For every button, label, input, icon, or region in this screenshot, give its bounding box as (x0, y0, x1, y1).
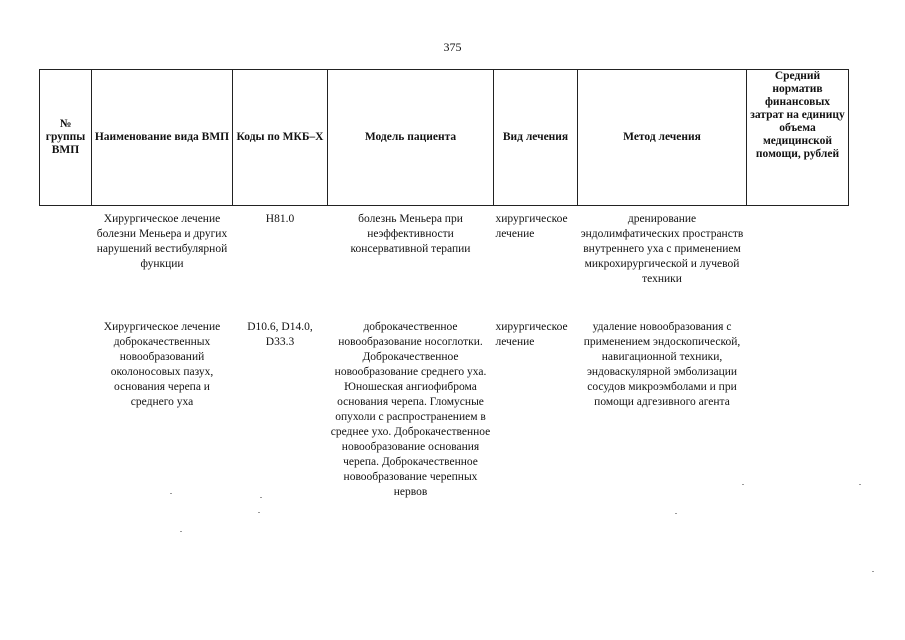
header-method: Метод лечения (578, 70, 747, 206)
cell-name: Хирургическое лечение болезни Меньера и других нарушений вестибулярной функции (96, 213, 228, 270)
scan-speck (180, 531, 182, 532)
cell-norm (747, 206, 849, 321)
cell-method: удаление новообразования с применением эндоскопической, навигационной техники, эндоваскулярной эмболизации сосудов микроэмболами и при помощи адгезивного агента (583, 321, 741, 408)
cell-group (40, 320, 92, 500)
table-row (40, 206, 849, 321)
vmp-table (39, 69, 849, 500)
cell-type: хирургическое лечение (495, 213, 568, 240)
header-type: Вид лечения (494, 70, 578, 206)
table-header-row (40, 70, 849, 206)
page-number: 375 (443, 40, 462, 54)
scan-speck (675, 513, 677, 514)
header-name: Наименование вида ВМП (92, 70, 233, 206)
cell-method: дренирование эндолимфатических пространств внутреннего уха с применением микрохирургической и лучевой техники (580, 213, 744, 285)
header-group: № группы ВМП (40, 70, 92, 206)
cell-codes: D10.6, D14.0, D33.3 (247, 321, 313, 348)
scan-speck (170, 493, 172, 494)
scan-speck (859, 484, 861, 485)
cell-model: болезнь Меньера при неэффективности консервативной терапии (350, 213, 471, 255)
header-norm: Средний норматив финансовых затрат на единицу объема медицинской помощи, рублей (747, 70, 849, 206)
scan-speck (258, 512, 260, 513)
scan-speck (742, 484, 744, 485)
header-codes: Коды по МКБ–Х (233, 70, 328, 206)
cell-type: хирургическое лечение (495, 321, 568, 348)
header-model: Модель пациента (328, 70, 494, 206)
cell-model: доброкачественное новообразование носоглотки. Доброкачественное новообразование среднего уха. Юношеская ангиофиброма основания черепа. Гломусные опухоли с распространением в среднее ухо. Доброкачественное новообразование основания черепа. Доброкачественное новообразование черепных нервов (330, 321, 491, 498)
cell-group (40, 206, 92, 321)
scan-speck (872, 571, 874, 572)
table-row (40, 320, 849, 500)
cell-norm (747, 320, 849, 500)
cell-name: Хирургическое лечение доброкачественных новообразований околоносовых пазух, основания черепа и среднего уха (103, 321, 221, 408)
scan-speck (260, 497, 262, 498)
cell-codes: H81.0 (265, 213, 295, 225)
